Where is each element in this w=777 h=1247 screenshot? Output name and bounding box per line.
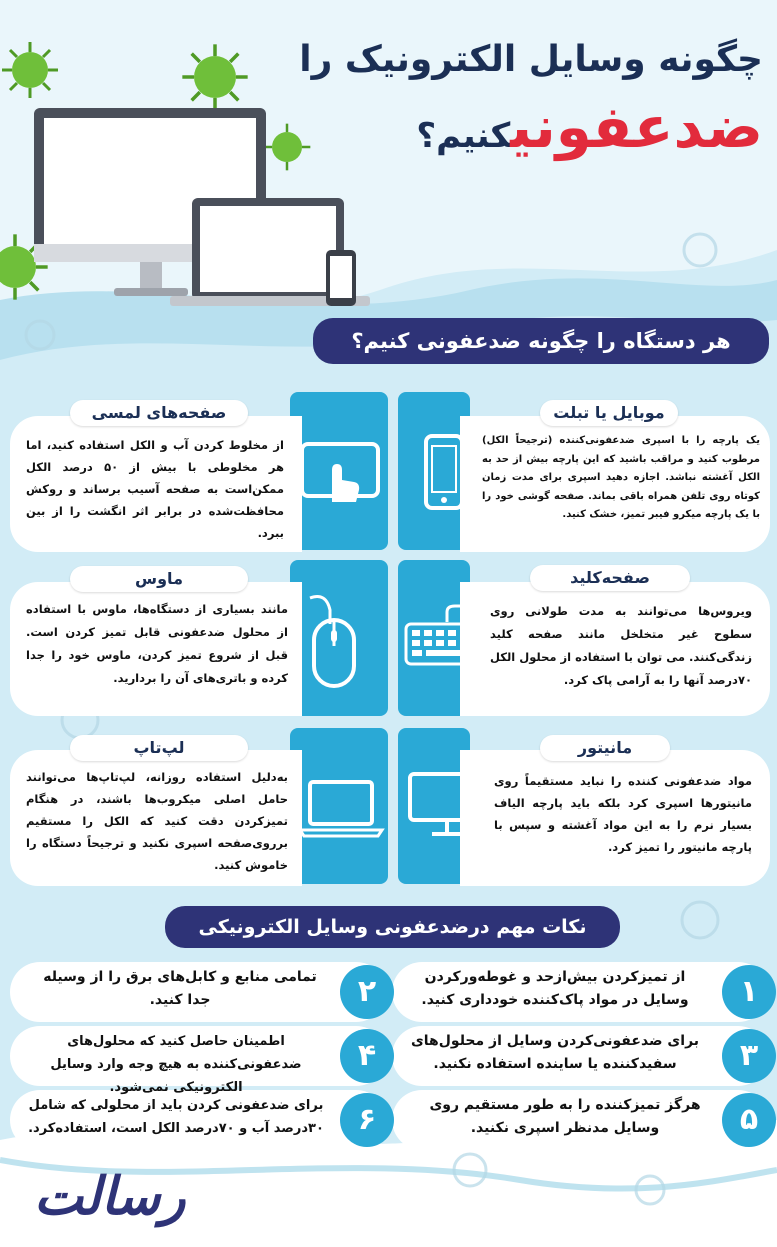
- device-description: مواد ضدعفونی کننده را نباید مستقیماً روی مانیتورها اسپری کرد بلکه باید پارچه الیاف بسیار نرم را به این مواد آغشته و سپس با پارچه مانیتور را تمیز کرد.: [494, 774, 752, 854]
- section-title-tips: نکات مهم درضدعفونی وسایل الکترونیکی: [165, 906, 620, 948]
- section-title-devices: هر دستگاه را چگونه ضدعفونی کنیم؟: [313, 318, 769, 364]
- tip-text: برای ضدعفونی کردن باید از محلولی که شامل ۳۰درصد آب و ۷۰درصد الکل است، استفاده‌کرد.: [28, 1098, 324, 1136]
- device-description: یک پارچه را با اسپری ضدعفونی‌کننده (ترجیحاً الکل) مرطوب کنید و مراقب باشید که این پارچه بیش از حد به الکل آغشته نباشد. اجازه دهید اسپری برای مدت زمان کوتاه روی تلفن همراه باقی بماند. صفحه گوشی خود را با یک پارچه میکرو فیبر تمیز، خشک کنید.: [482, 435, 760, 520]
- tip-number: ۵: [722, 1093, 776, 1147]
- brand-logo: رسالت: [34, 1166, 186, 1227]
- virus-icon: [180, 42, 250, 112]
- laptop-icon: [296, 776, 386, 840]
- mouse-icon: [300, 590, 370, 694]
- tip-text: هرگز تمیزکننده را به طور مستقیم روی وسایل مدنظر اسپری نکنید.: [429, 1097, 701, 1136]
- page-title: چگونه وسایل الکترونیک را: [299, 39, 763, 80]
- device-label: مانیتور: [540, 735, 670, 761]
- device-description: از مخلوط کردن آب و الکل استفاده کنید، اما هر مخلوطی با بیش از ۵۰ درصد الکل ممکن‌است به صفحه آسیب برساند و روکش محافظت‌شده در برابر اثر انگشت را از بین ببرد.: [26, 438, 284, 540]
- device-label: صفحه‌کلید: [530, 565, 690, 591]
- tip-number: ۳: [722, 1029, 776, 1083]
- tip-text: تمامی منابع و کابل‌های برق را از وسیله جدا کنید.: [43, 969, 317, 1008]
- title-suffix: کنیم؟: [416, 116, 511, 156]
- tip-text: برای ضدعفونی‌کردن وسایل از محلول‌های سفیدکننده یا ساینده استفاده نکنید.: [410, 1033, 700, 1072]
- tip-text: از تمیزکردن بیش‌ازحد و غوطه‌ورکردن وسایل در مواد پاک‌کننده خودداری کنید.: [421, 969, 689, 1008]
- device-label: صفحه‌های لمسی: [70, 400, 248, 426]
- devices-illustration: [30, 104, 370, 314]
- tip-number: ۴: [340, 1029, 394, 1083]
- tip-number: ۱: [722, 965, 776, 1019]
- virus-icon: [0, 40, 60, 100]
- phone-icon: [414, 432, 474, 512]
- tip-text: اطمینان حاصل کنید که محلول‌های ضدعفونی‌کننده به هیچ وجه وارد وسایل الکترونیکی نمی‌شود.: [50, 1034, 302, 1095]
- device-label: لپ‌تاپ: [70, 735, 248, 761]
- device-description: ویروس‌ها می‌توانند به مدت طولانی روی سطوح غیر متخلخل مانند صفحه کلید زندگی‌کنند. می توان با استفاده از محلول الکل ۷۰درصد آنها را به آرامی پاک کرد.: [490, 604, 752, 687]
- device-description: به‌دلیل استفاده روزانه، لپ‌تاپ‌ها می‌توانند حامل اصلی میکروب‌ها باشند، در هنگام تمیزکردن دقت کنید که الکل را مستقیم برروی‌صفحه اسپری نکنید و ترجیحاً دستگاه را خاموش کنید.: [26, 770, 288, 872]
- touch-tablet-icon: [298, 440, 382, 506]
- keyboard-icon: [400, 600, 494, 670]
- device-label: موبایل یا تبلت: [540, 400, 678, 426]
- monitor-icon: [404, 768, 490, 840]
- tip-number: ۲: [340, 965, 394, 1019]
- tip-number: ۶: [340, 1093, 394, 1147]
- title-highlight: ضدعفونی: [510, 93, 763, 161]
- device-description: مانند بسیاری از دستگاه‌ها، ماوس با استفاده از محلول ضدعفونی قابل تمیز کردن است. قبل از شروع تمیز کردن، ماوس خود را جدا کرده و باتری‌های آن را بردارید.: [26, 602, 288, 685]
- device-label: ماوس: [70, 566, 248, 592]
